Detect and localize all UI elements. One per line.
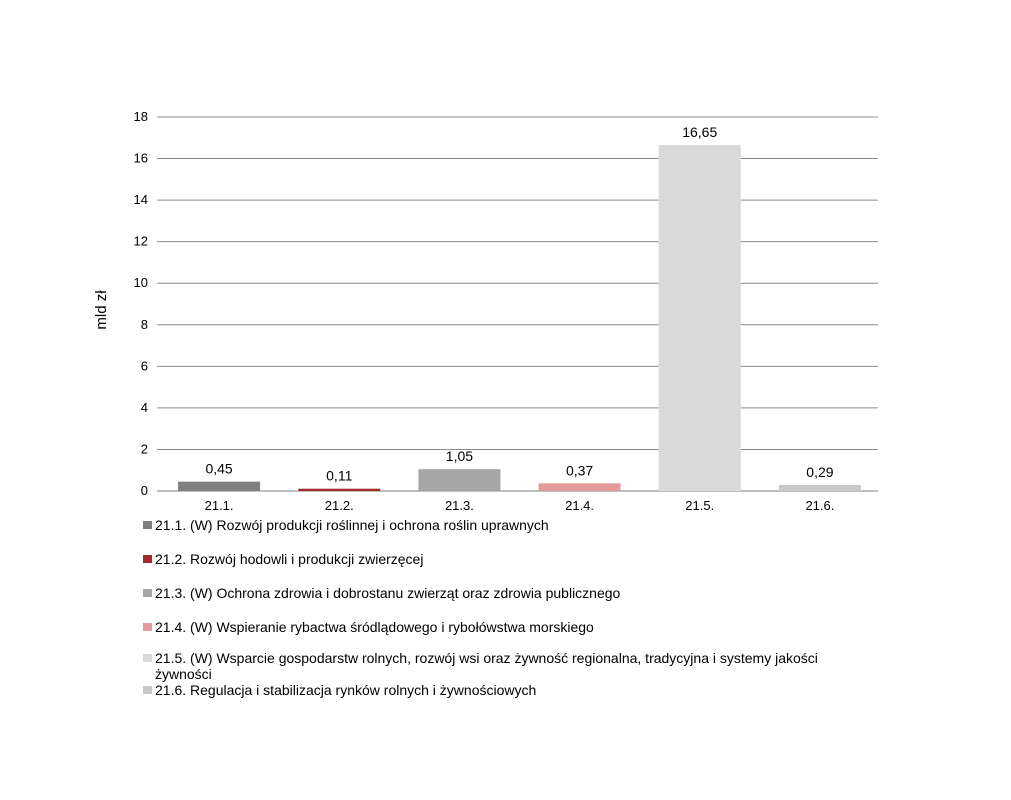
y-tick-label: 10 xyxy=(133,275,148,291)
category-labels xyxy=(205,498,835,513)
y-tick-label: 12 xyxy=(133,233,148,249)
category-label: 21.4. xyxy=(565,498,595,513)
y-tick-label: 8 xyxy=(140,316,148,332)
y-tick-label: 16 xyxy=(133,150,148,166)
legend-swatch xyxy=(143,555,152,563)
category-label: 21.2. xyxy=(324,498,354,513)
y-axis-label: mld zł xyxy=(93,290,110,330)
legend-label: 21.2. Rozwój hodowli i produkcji zwierzęcej xyxy=(155,551,424,567)
y-tick-label: 14 xyxy=(133,192,148,208)
category-label: 21.3. xyxy=(444,498,474,513)
y-tick-label: 18 xyxy=(133,109,148,124)
bars xyxy=(178,145,861,491)
legend-item xyxy=(143,517,863,533)
y-tick-label: 2 xyxy=(140,441,148,457)
data-label: 0,45 xyxy=(205,460,233,477)
data-label: 16,65 xyxy=(682,124,718,141)
data-label: 0,29 xyxy=(806,463,834,480)
legend-item xyxy=(143,585,863,601)
legend-swatch xyxy=(143,521,152,529)
y-axis-ticks xyxy=(134,109,148,498)
legend-swatch xyxy=(143,589,152,597)
legend-label: 21.4. (W) Wspieranie rybactwa śródlądowego i rybołówstwa morskiego xyxy=(155,619,594,635)
legend-swatch xyxy=(143,686,152,694)
legend-label: 21.1. (W) Rozwój produkcji roślinnej i ochrona roślin uprawnych xyxy=(155,517,549,533)
legend-swatch xyxy=(143,654,152,662)
bar xyxy=(178,482,260,491)
data-label: 0,37 xyxy=(565,462,594,479)
legend-label: 21.6. Regulacja i stabilizacja rynków rolnych i żywnościowych xyxy=(155,682,537,698)
category-label: 21.1. xyxy=(204,498,234,513)
bar xyxy=(298,489,380,491)
bar xyxy=(779,485,861,491)
bar xyxy=(539,483,621,491)
bar xyxy=(659,145,741,491)
legend-label: 21.3. (W) Ochrona zdrowia i dobrostanu zwierząt oraz zdrowia publicznego xyxy=(155,585,621,601)
legend-item xyxy=(143,619,863,635)
bar xyxy=(418,469,500,491)
y-tick-label: 6 xyxy=(140,358,148,374)
category-label: 21.5. xyxy=(685,498,715,513)
data-label: 0,11 xyxy=(326,467,353,484)
category-label: 21.6. xyxy=(805,498,835,513)
legend-item xyxy=(143,682,863,698)
data-label: 1,05 xyxy=(445,448,474,465)
gridlines xyxy=(157,117,878,491)
y-tick-label: 0 xyxy=(140,483,148,498)
legend-item xyxy=(143,650,863,682)
legend-item xyxy=(143,551,863,567)
legend-label: 21.5. (W) Wsparcie gospodarstw rolnych, rozwój wsi oraz żywność regionalna, tradycyjna i systemy jakości żywności xyxy=(155,650,818,682)
legend-swatch xyxy=(143,623,152,631)
y-tick-label: 4 xyxy=(140,399,148,415)
